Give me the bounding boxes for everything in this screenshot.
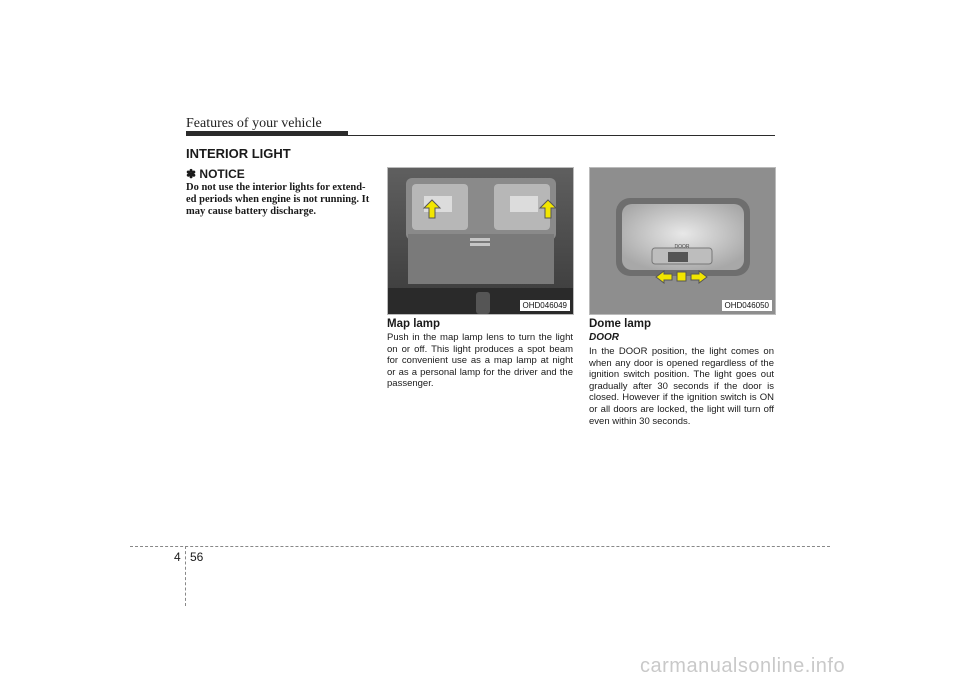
section-title: INTERIOR LIGHT xyxy=(186,146,291,161)
notice-body: Do not use the interior lights for extend-ed periods when engine is not running. It may cause battery discharge. xyxy=(186,182,370,217)
page-header-title: Features of your vehicle xyxy=(186,116,322,131)
center-position-icon xyxy=(677,272,686,281)
map-lamp-image xyxy=(387,167,574,315)
chapter-number: 4 xyxy=(174,550,181,564)
page-number: 56 xyxy=(190,550,204,564)
map-lamp-image-code: OHD046049 xyxy=(520,300,570,311)
switch-door-label: DOOR xyxy=(674,244,690,250)
dome-lamp-body: In the DOOR position, the light comes on when any door is opened regardless of the ignition switch position. The light goes out gradually after 30 seconds if the door is closed. However if the ignition switch is ON or all doors are locked, the light will turn off even within 30 seconds. xyxy=(589,346,774,427)
footer-dashed-divider xyxy=(185,546,186,606)
dome-lamp-image-code: OHD046050 xyxy=(722,300,772,311)
dome-door-label: DOOR xyxy=(589,332,619,343)
map-lamp-title: Map lamp xyxy=(387,318,441,330)
notice-title: NOTICE xyxy=(199,167,245,181)
notice-heading xyxy=(186,167,245,181)
header-rule xyxy=(186,135,775,136)
map-lamp-illustration xyxy=(388,168,573,314)
dome-lamp-image xyxy=(589,167,776,315)
footer-dashed-rule xyxy=(130,546,830,547)
dome-lamp-illustration xyxy=(590,168,775,314)
dome-lamp-title: Dome lamp xyxy=(589,318,651,330)
watermark-text: carmanualsonline.info xyxy=(640,655,846,677)
map-lamp-body: Push in the map lamp lens to turn the light on or off. This light produces a spot beam for convenient use as a map lamp at night or as a personal lamp for the driver and the passenger. xyxy=(387,332,573,390)
notice-icon: ✽ xyxy=(186,167,197,181)
